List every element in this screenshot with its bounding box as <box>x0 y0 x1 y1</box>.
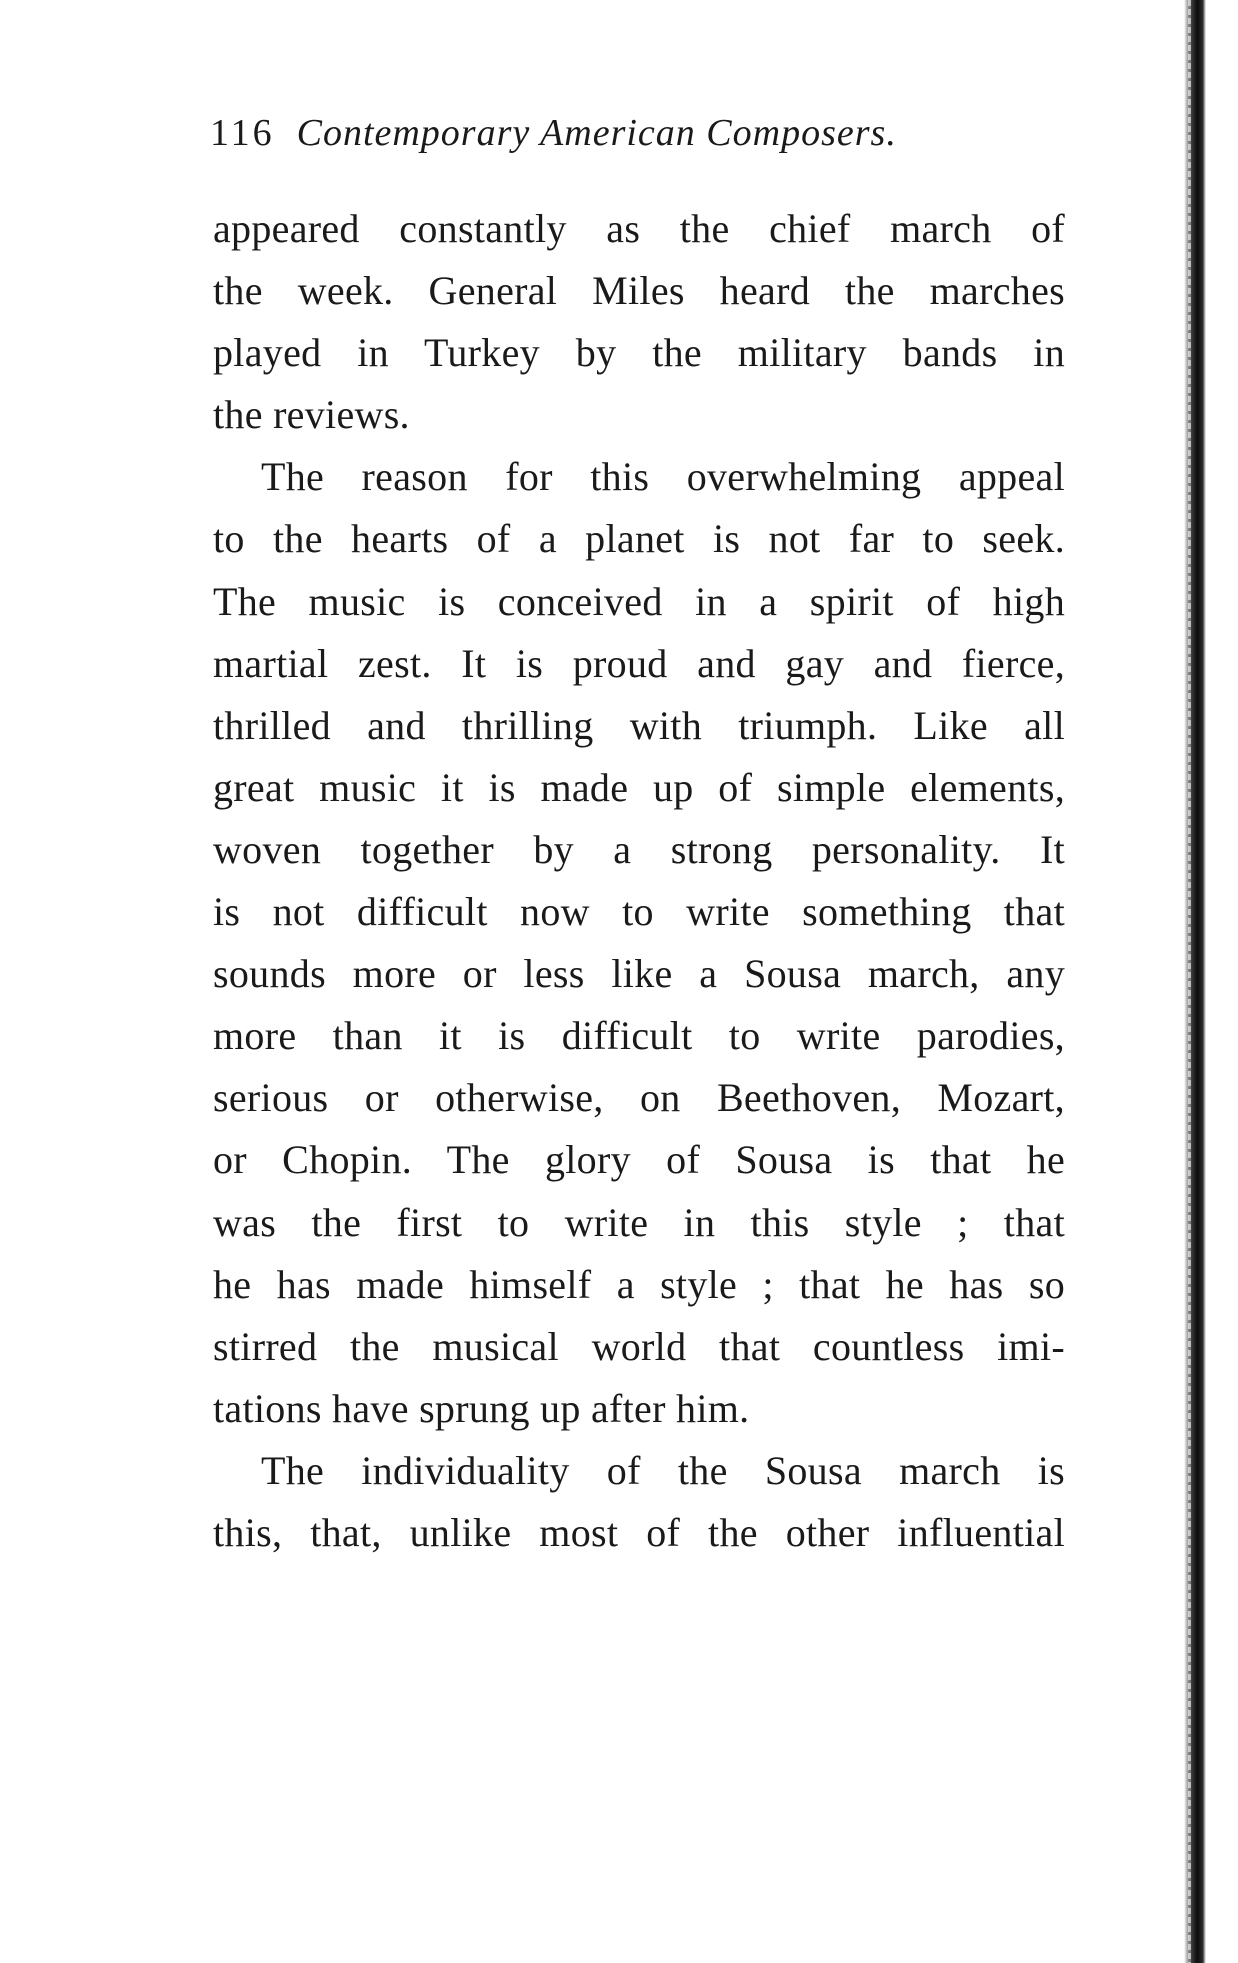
binding-edge-shadow <box>1184 0 1206 1963</box>
text-line: tations have sprung up after him. <box>213 1385 750 1431</box>
text-line: or Chopin. The glory of Sousa is that he <box>213 1137 1065 1183</box>
book-title: Contemporary American Composers. <box>296 112 897 154</box>
text-line: the week. General Miles heard the marches <box>213 268 1065 314</box>
text-line: is not difficult now to write something that <box>213 889 1065 935</box>
text-line: thrilled and thrilling with triumph. Like all <box>213 702 1065 748</box>
text-line: to the hearts of a planet is not far to seek. <box>213 516 1065 562</box>
text-line: played in Turkey by the military bands in <box>213 330 1065 376</box>
text-line: appeared constantly as the chief march of <box>213 206 1065 251</box>
text-line: more than it is difficult to write parodies, <box>213 1013 1065 1059</box>
text-line: The music is conceived in a spirit of high <box>213 578 1065 624</box>
page-number: 116 <box>210 112 275 154</box>
text-line: great music it is made up of simple elements, <box>213 764 1065 810</box>
text-line: The reason for this overwhelming appeal <box>261 454 1065 500</box>
text-line: sounds more or less like a Sousa march, any <box>213 951 1065 997</box>
text-line: serious or otherwise, on Beethoven, Mozart, <box>213 1075 1065 1121</box>
text-line: the reviews. <box>213 392 410 438</box>
text-line: was the first to write in this style ; that <box>213 1199 1065 1245</box>
text-line: this, that, unlike most of the other influential <box>213 1509 1065 1555</box>
body-text <box>213 198 1065 1564</box>
text-line: The individuality of the Sousa march is <box>261 1447 1065 1493</box>
running-head <box>210 108 897 158</box>
text-line: stirred the musical world that countless imi- <box>213 1323 1065 1369</box>
text-line: woven together by a strong personality. It <box>213 826 1065 872</box>
text-line: martial zest. It is proud and gay and fierce, <box>213 640 1065 686</box>
text-line: he has made himself a style ; that he has so <box>213 1261 1065 1307</box>
